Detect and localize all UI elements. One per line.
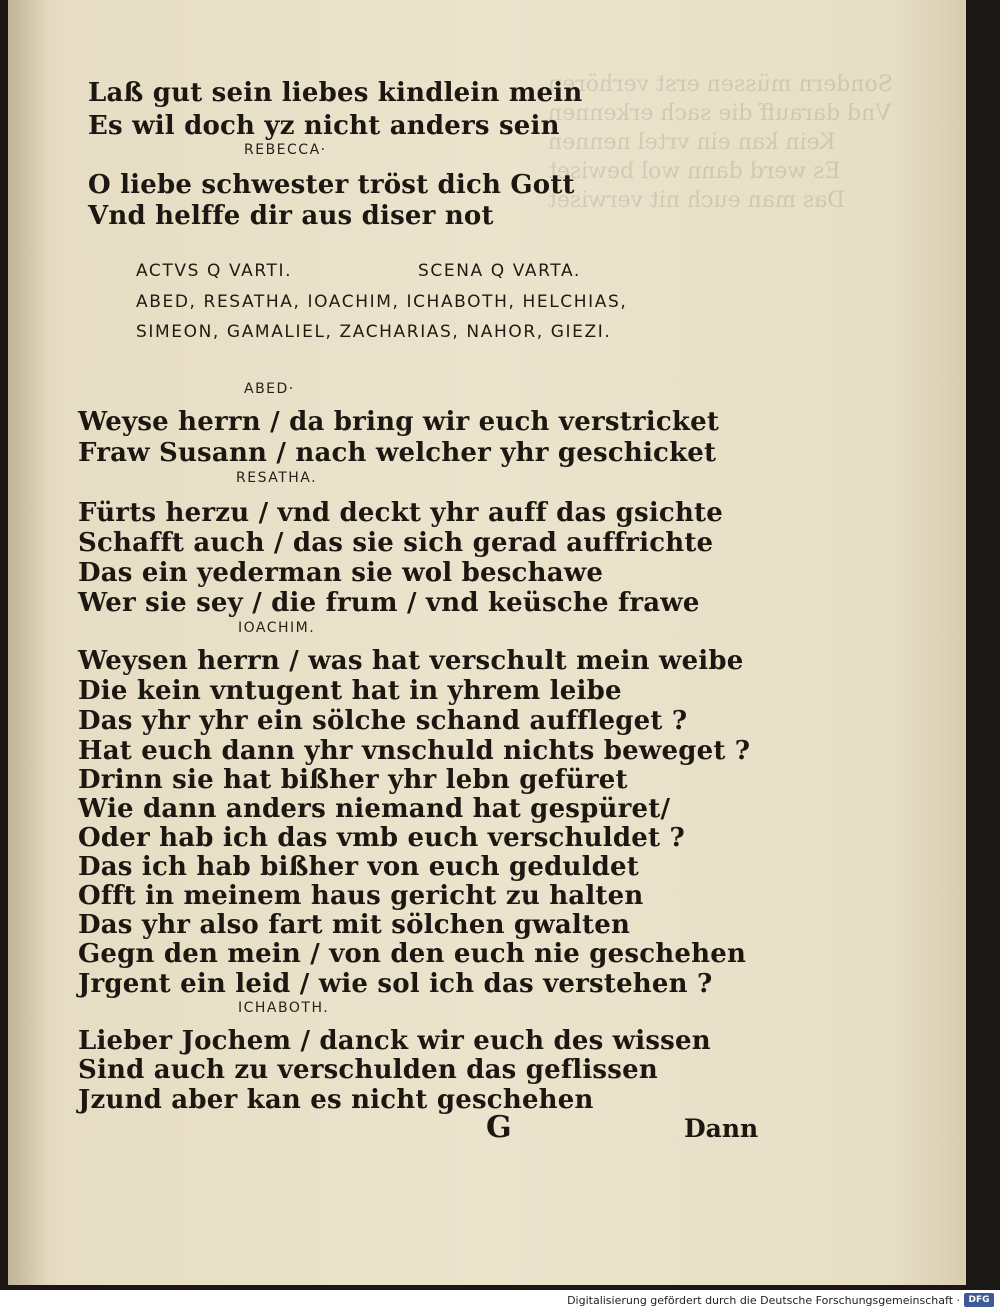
verse-line: Das ein yederman sie wol beschawe xyxy=(78,558,604,588)
verse-line: Lieber Jochem / danck wir euch des wissen xyxy=(78,1026,711,1056)
verse-line: Jrgent ein leid / wie sol ich das verstehen ? xyxy=(78,969,713,999)
speaker-abed: ABED· xyxy=(244,381,295,397)
verse-line: Es wil doch yz nicht anders sein xyxy=(88,111,560,141)
dfg-logo-icon: DFG xyxy=(964,1293,994,1307)
verse-line: Oder hab ich das vmb euch verschuldet ? xyxy=(78,823,685,853)
verse-line: Schafft auch / das sie sich gerad auffrichte xyxy=(78,528,714,558)
speaker-rebecca: REBECCA· xyxy=(244,142,327,158)
digitization-footer xyxy=(0,1290,1000,1313)
dramatis-personae-line-2: SIMEON, GAMALIEL, ZACHARIAS, NAHOR, GIEZI. xyxy=(136,322,612,342)
act-title: ACTVS Q VARTI. xyxy=(136,261,293,281)
verse-line: Jzund aber kan es nicht geschehen xyxy=(78,1085,594,1115)
speaker-ichaboth: ICHABOTH. xyxy=(238,1000,330,1016)
verse-line: Wer sie sey / die frum / vnd keüsche frawe xyxy=(78,588,700,618)
verse-line: Fraw Susann / nach welcher yhr geschicket xyxy=(78,438,717,468)
verse-line: Laß gut sein liebes kindlein mein xyxy=(88,78,583,108)
verse-line: Das yhr also fart mit sölchen gwalten xyxy=(78,910,631,940)
signature-mark: G xyxy=(486,1110,512,1145)
verse-line: Vnd helffe dir aus diser not xyxy=(88,201,494,231)
verse-line: Das ich hab bißher von euch geduldet xyxy=(78,852,639,882)
speaker-ioachim: IOACHIM. xyxy=(238,620,316,636)
verse-line: Weyse herrn / da bring wir euch verstricket xyxy=(78,407,720,437)
verse-line: Wie dann anders niemand hat gespüret/ xyxy=(78,794,671,824)
verse-line: Sind auch zu verschulden das geflissen xyxy=(78,1055,658,1085)
catchword: Dann xyxy=(684,1114,759,1143)
verse-line: O liebe schwester tröst dich Gott xyxy=(88,170,575,200)
scene-title: SCENA Q VARTA. xyxy=(418,261,581,281)
verse-line: Weysen herrn / was hat verschult mein weibe xyxy=(78,646,744,676)
verse-line: Gegn den mein / von den euch nie geschehen xyxy=(78,939,747,969)
show-through-text: Sondern müssen erst verhören Vnd darauff die sach erkennen Kein kan ein vrtel nennen Es werd dann wol bewiset Das man euch nit verwiset xyxy=(548,72,893,213)
speaker-resatha: RESATHA. xyxy=(236,470,318,486)
book-page xyxy=(8,0,966,1285)
verse-line: Fürts herzu / vnd deckt yhr auff das gsichte xyxy=(78,498,724,528)
funding-credit: Digitalisierung gefördert durch die Deutsche Forschungsgemeinschaft · xyxy=(567,1294,960,1307)
verse-line: Das yhr yhr ein sölche schand auffleget ? xyxy=(78,706,688,736)
gutter-shadow xyxy=(8,0,48,1285)
dramatis-personae-line-1: ABED, RESATHA, IOACHIM, ICHABOTH, HELCHIAS, xyxy=(136,292,628,312)
verse-line: Drinn sie hat bißher yhr lebn gefüret xyxy=(78,765,628,795)
verse-line: Hat euch dann yhr vnschuld nichts beweget ? xyxy=(78,736,751,766)
verse-line: Die kein vntugent hat in yhrem leibe xyxy=(78,676,622,706)
verse-line: Offt in meinem haus gericht zu halten xyxy=(78,881,644,911)
